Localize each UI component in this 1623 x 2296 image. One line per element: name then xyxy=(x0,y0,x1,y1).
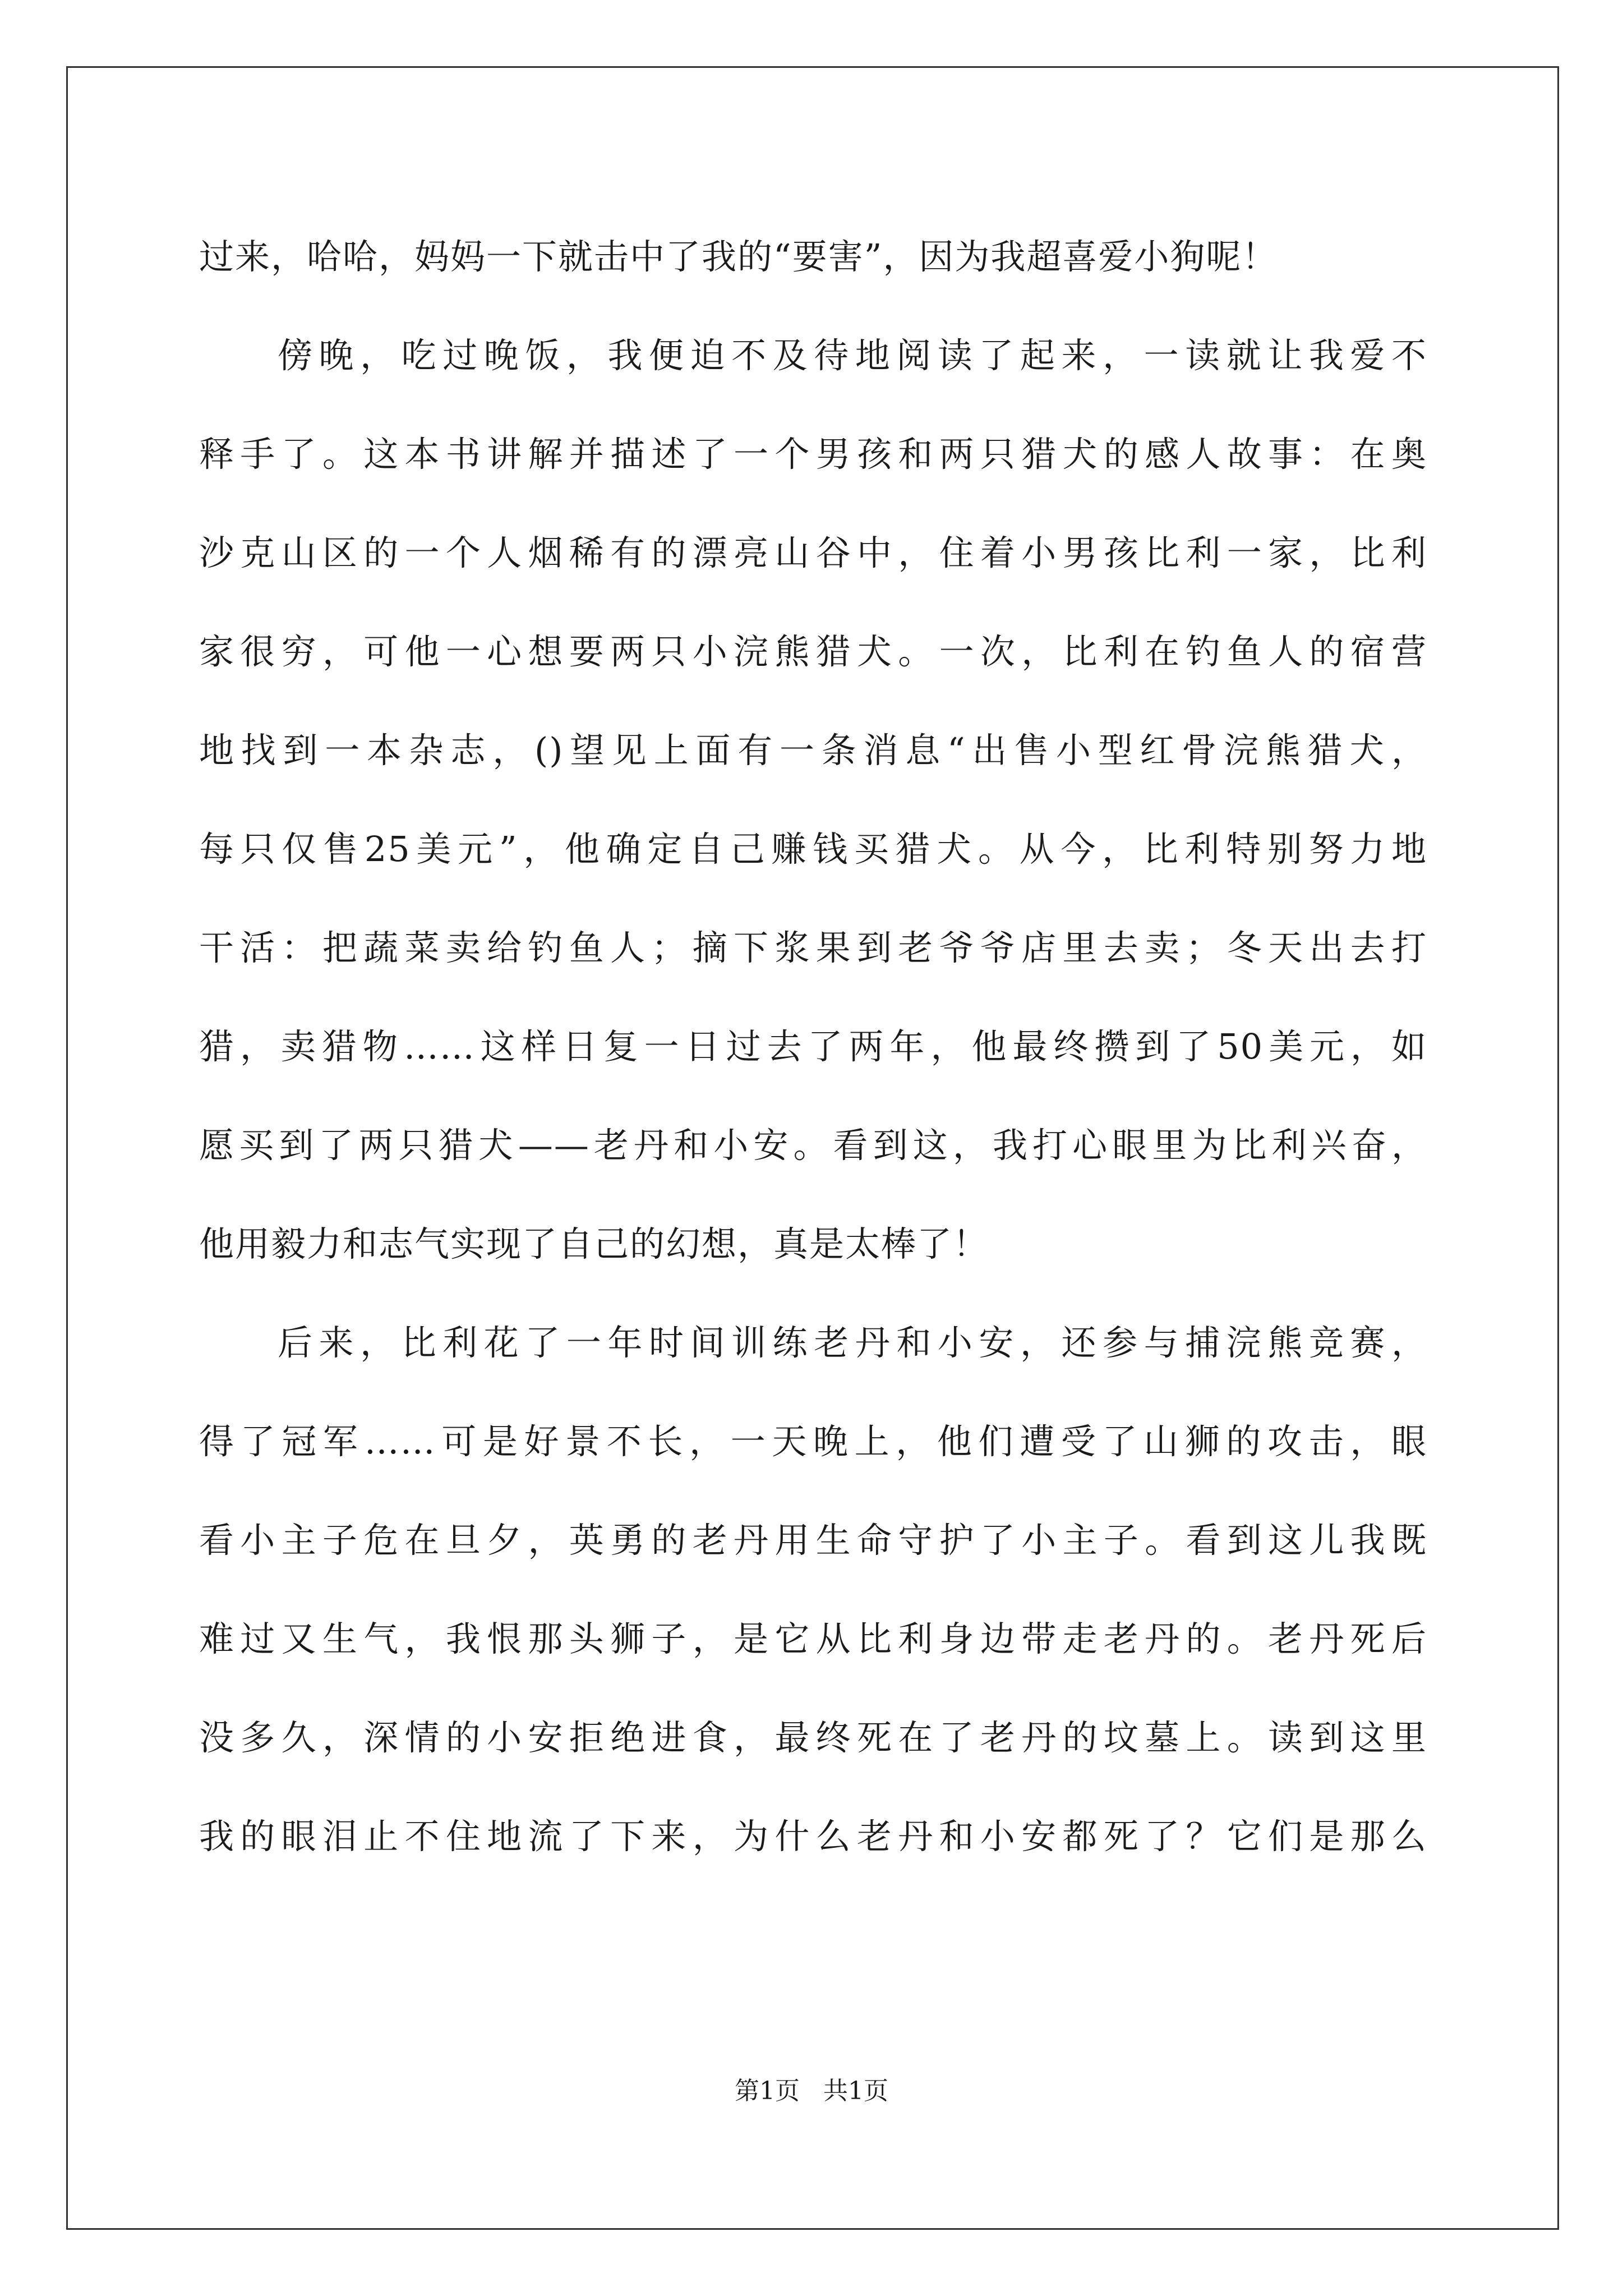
text-line: 后来，比利花了一年时间训练老丹和小安，还参与捕浣熊竞赛， xyxy=(278,1322,1427,1363)
text-line: 过来，哈哈，妈妈一下就击中了我的“要害”，因为我超喜爱小狗呢！ xyxy=(199,236,1278,277)
text-line: 地找到一本杂志，()望见上面有一条消息“出售小型红骨浣熊猎犬， xyxy=(199,730,1427,771)
text-line: 看小主子危在旦夕，英勇的老丹用生命守护了小主子。看到这儿我既 xyxy=(199,1520,1427,1561)
text-line: 愿买到了两只猎犬——老丹和小安。看到这，我打心眼里为比利兴奋， xyxy=(199,1125,1427,1166)
page-total: 共1页 xyxy=(823,2077,888,2105)
text-line: 难过又生气，我恨那头狮子，是它从比利身边带走老丹的。老丹死后 xyxy=(199,1618,1427,1659)
text-line: 得了冠军……可是好景不长，一天晚上，他们遭受了山狮的攻击，眼 xyxy=(199,1421,1427,1462)
text-line: 傍晚，吃过晚饭，我便迫不及待地阅读了起来，一读就让我爱不 xyxy=(278,335,1427,376)
page-footer xyxy=(0,2074,1623,2108)
text-line: 每只仅售25美元”，他确定自己赚钱买猎犬。从今，比利特别努力地 xyxy=(199,829,1427,869)
text-line: 我的眼泪止不住地流了下来，为什么老丹和小安都死了？它们是那么 xyxy=(199,1816,1427,1857)
text-line: 没多久，深情的小安拒绝进食，最终死在了老丹的坟墓上。读到这里 xyxy=(199,1717,1427,1758)
text-line: 猎，卖猎物……这样日复一日过去了两年，他最终攒到了50美元，如 xyxy=(199,1026,1427,1067)
text-line: 沙克山区的一个人烟稀有的漂亮山谷中，住着小男孩比利一家，比利 xyxy=(199,532,1427,573)
page-number: 第1页 xyxy=(735,2077,800,2105)
text-line: 他用毅力和志气实现了自己的幻想，真是太棒了！ xyxy=(199,1223,989,1264)
text-line: 家很穷，可他一心想要两只小浣熊猎犬。一次，比利在钓鱼人的宿营 xyxy=(199,631,1427,672)
text-line: 释手了。这本书讲解并描述了一个男孩和两只猎犬的感人故事：在奥 xyxy=(199,434,1427,475)
text-line: 干活：把蔬菜卖给钓鱼人；摘下浆果到老爷爷店里去卖；冬天出去打 xyxy=(199,927,1427,968)
document-body xyxy=(199,208,1427,1886)
